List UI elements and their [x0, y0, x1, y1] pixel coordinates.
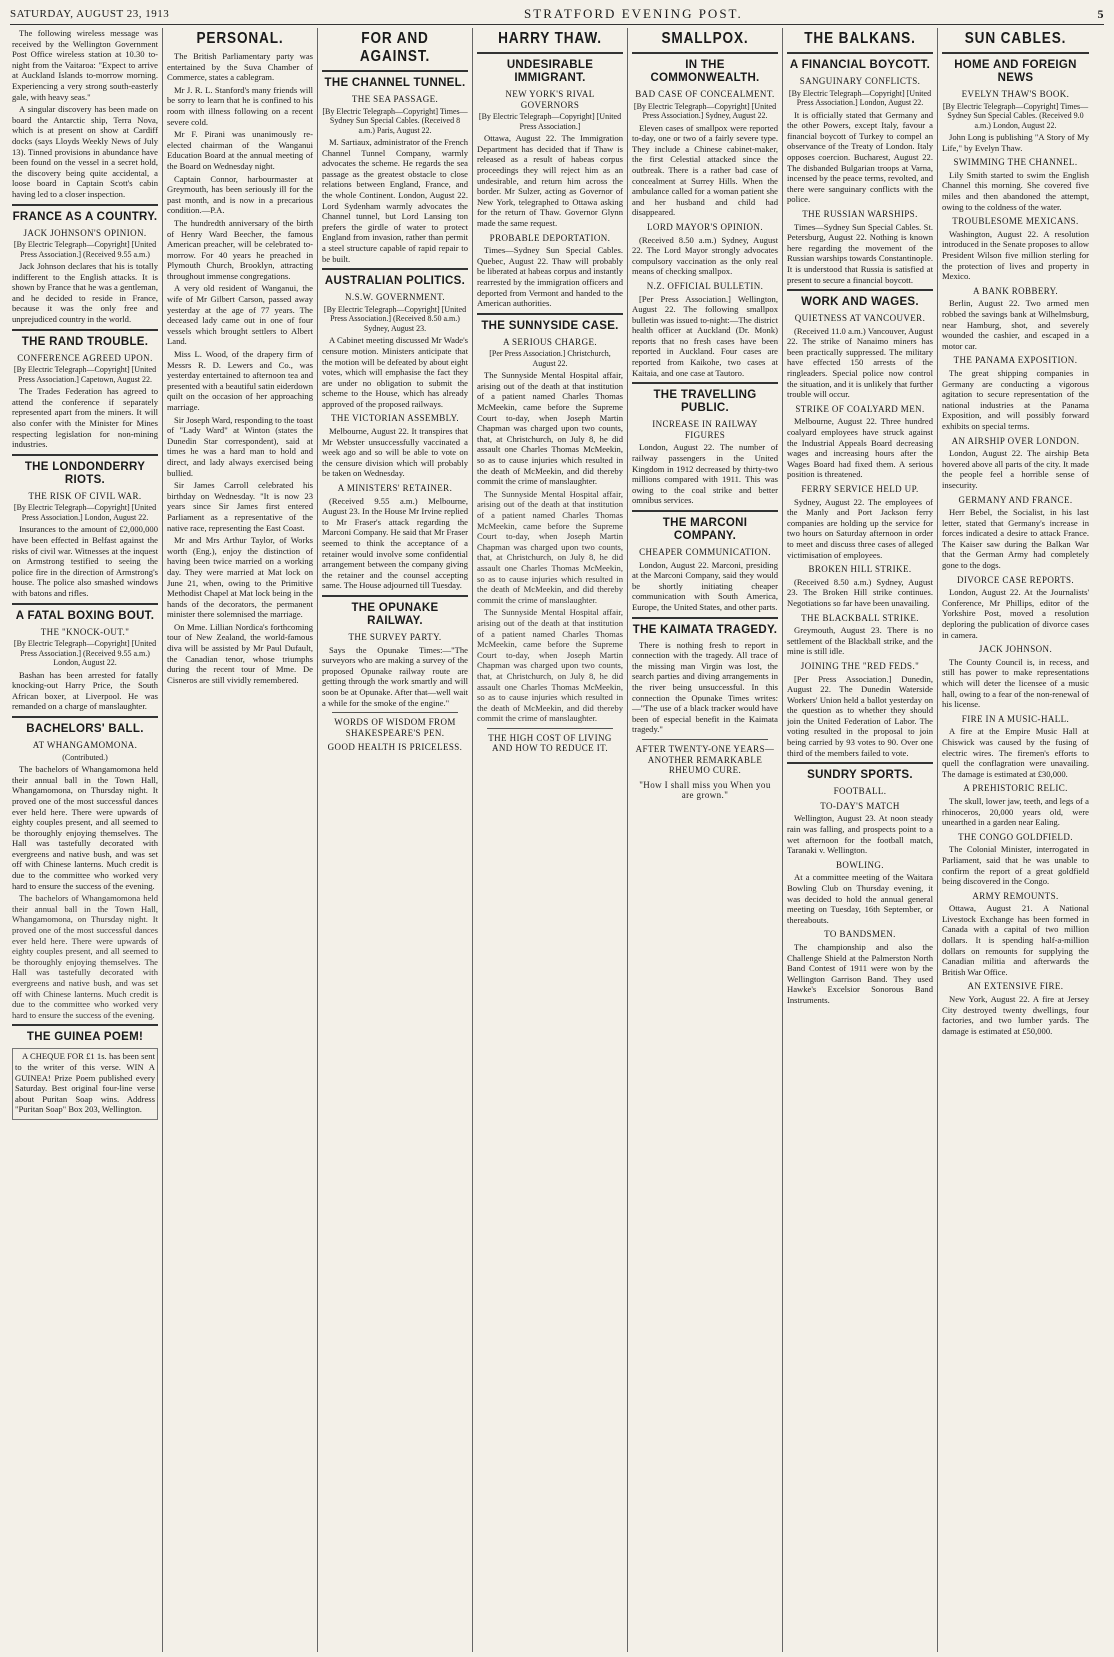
subhead-france: JACK JOHNSON'S OPINION.: [23, 227, 147, 238]
article-bowling: At a committee meeting of the Waitara Bowling Club on Thursday evening, it was decided to hold the annual general meeting on Tuesday, 16th September, or thereabouts.: [787, 872, 933, 925]
headline-harry-thaw: HARRY THAW.: [498, 30, 602, 47]
subhead-cheaper: CHEAPER COMMUNICATION.: [639, 547, 771, 557]
headline-opunake: THE OPUNAKE RAILWAY.: [351, 601, 439, 627]
article-deportation: Times—Sydney Sun Special Cables. Quebec, August 22. Thaw will probably be liberated at habeas corpus and instantly rearrested by the immigration officers and deported from Vermont and handed to the American authorities.: [477, 245, 623, 309]
article-fire: New York, August 22. A fire at Jersey City destroyed twenty dwellings, four factories, and two lumber yards. The damage is estimated at £50,000.: [942, 994, 1089, 1036]
personal-item: Sir Joseph Ward, responding to the toast of "Lady Ward" at Winton (states the Dunedin Star correspondent), said at times he was a hard man to hold and direct, and lady always exercised being bullied.: [167, 414, 313, 478]
subhead-words-of-wisdom: WORDS OF WISDOM FROM SHAKESPEARE'S PEN.: [334, 717, 456, 738]
article-boxing: Bashan has been arrested for fatally knocking-out Harry Price, the South African boxer, at Liverpool. He was remanded on a charge of manslaughter.: [12, 669, 158, 712]
subhead-football: FOOTBALL.: [833, 786, 887, 797]
subhead-blackball: THE BLACKBALL STRIKE.: [801, 612, 919, 623]
divider: [12, 204, 158, 206]
subhead-broken-hill: BROKEN HILL STRIKE.: [808, 564, 912, 575]
headline-travelling: THE TRAVELLING PUBLIC.: [653, 389, 757, 415]
headline-australian-politics: AUSTRALIAN POLITICS.: [324, 275, 466, 288]
subhead-red-feds: JOINING THE "RED FEDS.": [800, 660, 920, 671]
article-warships: Times—Sydney Sun Special Cables. St. Petersburg, August 22. Nothing is known here regarding the movement of the Russian warships towards Constantinople. It is understood that Russia is satisfied at present to secure a financial boycott.: [787, 221, 933, 285]
article-sunnyside: The Sunnyside Mental Hospital affair, arising out of the death at that institution of a patient named Charles Thomas McMeekin, came before the Supreme Court to-day, when Joseph Martin Chapman was charged upon two counts, that, at Christchurch, on July 8, he did assault one Charles Thomas McMeekin, so as to cause injuries which resulted in the death of McMeekin, and did thereby commit the crime of manslaughter.: [477, 488, 623, 605]
headline-sunnyside: THE SUNNYSIDE CASE.: [481, 319, 619, 332]
article-broken-hill: (Received 8.50 a.m.) Sydney, August 23. The Broken Hill strike continues. Negotiations so far have been unavailing.: [787, 576, 933, 608]
personal-item: On Mme. Lillian Nordica's forthcoming tour of New Zealand, the world-famous diva will be assisted by Mr Paul Dufault, the Canadian tenor, whose triumphs during the recent tour of Mme. De Cisneros are still vividly remembered.: [167, 621, 313, 685]
article-ball: The bachelors of Whangamomona held their annual ball in the Town Hall, Whangamomona, on Thursday night. It proved one of the most successful dances ever held here. There were upwards of eighty couples present, and all seemed to be thoroughly enjoying themselves. The Hall was tastefully decorated with evergreens and native bush, and was set off with Chinese lanterns. Much credit is due to the committee who worked very hard to ensure the success of the evening.: [12, 893, 158, 1020]
divider: [787, 762, 933, 764]
credit-rand: [By Electric Telegraph—Copyright] [United Press Association.] Capetown, August 22.: [13, 365, 157, 384]
subhead-railway: INCREASE IN RAILWAY FIGURES: [652, 419, 758, 440]
credit-smallpox: [By Electric Telegraph—Copyright] [United Press Association.] Sydney, August 22.: [633, 101, 777, 121]
headline-france: FRANCE AS A COUNTRY.: [12, 210, 158, 223]
article-nsw: A Cabinet meeting discussed Mr Wade's censure motion. Ministers anticipate that the motion will be defeated by about eight votes, which will emphasise the fact they are under no obligation to submit the scheme to the House, which has already approved of the proposed railways.: [322, 335, 468, 409]
subhead-lord-mayor: LORD MAYOR'S OPINION.: [647, 221, 763, 232]
divider: [12, 716, 158, 718]
subhead-sea-passage: THE SEA PASSAGE.: [351, 94, 439, 104]
quote-grown: "How I shall miss you When you are grown.": [639, 779, 771, 801]
subhead-cost-of-living: THE HIGH COST OF LIVING AND HOW TO REDUCE IT.: [488, 732, 612, 754]
headline-sports: SUNDRY SPORTS.: [807, 769, 913, 782]
subhead-nz-bulletin: N.Z. OFFICIAL BULLETIN.: [646, 280, 764, 291]
subhead-sanguinary: SANGUINARY CONFLICTS.: [799, 76, 921, 86]
article-evelyn: John Long is publishing "A Story of My Life," by Evelyn Thaw.: [942, 132, 1089, 153]
column-5: [628, 28, 783, 1652]
subhead-victorian: THE VICTORIAN ASSEMBLY.: [330, 413, 460, 424]
subhead-coalyard: STRIKE OF COALYARD MEN.: [795, 403, 925, 414]
article-nz-bulletin: [Per Press Association.] Wellington, August 22. The following smallpox bulletin was issued to-night:—The district health officer at Auckland (Dr. Monk) reports that no fresh cases have been reported in Auckland. Four cases are reported from Kaikohe, two cases at Kaitaia, and one case at Tautoro.: [632, 293, 778, 378]
subhead-bandsmen: TO BANDSMEN.: [824, 929, 896, 940]
column-6: [783, 28, 938, 1652]
headline-kaimata: THE KAIMATA TRAGEDY.: [632, 623, 778, 636]
article-vancouver: (Received 11.0 a.m.) Vancouver, August 22. The strike of Nanaimo miners has been practically suppressed. The military have effected 150 arrests of the ringleaders. Special police now control the situation, and it is unlikely that further trouble will occur.: [787, 325, 933, 400]
personal-item: Mr J. R. L. Stanford's many friends will be sorry to learn that he is confined to his room with illness following on a recent severe cold.: [167, 84, 313, 127]
article-jack-johnson: The County Council is, in recess, and still has power to make representations which will deter the licensee of a music hall, owing to a fear of the non-renewal of his license.: [942, 656, 1089, 710]
headline-ball: BACHELORS' BALL.: [26, 723, 144, 736]
subhead-panama: THE PANAMA EXPOSITION.: [953, 355, 1078, 366]
personal-item: Miss L. Wood, of the drapery firm of Messrs R. D. Lewers and Co., was yesterday entertained to afternoon tea and presented with a beautiful satin eiderdown quilt on the occasion of her approaching marriage.: [167, 349, 313, 412]
credit-sunnyside: [Per Press Association.] Christchurch, August 22.: [489, 349, 611, 368]
headline-rand: THE RAND TROUBLE.: [21, 335, 149, 348]
article-football: Wellington, August 23. At noon steady rain was falling, and prospects point to a wet afternoon for the football match, Taranaki v. Wellington.: [787, 813, 933, 856]
headline-boxing: A FATAL BOXING BOUT.: [15, 609, 155, 622]
subhead-airship: AN AIRSHIP OVER LONDON.: [951, 435, 1080, 446]
paper-title: STRATFORD EVENING POST.: [524, 6, 743, 21]
article-discovery: A singular discovery has been made on board the Antarctic ship, Terra Nova, which is at present on show at Cardiff docks (says Lloyds Weekly News of July 13). Tinned provisions in abundance have been found on the vessel in a secret hold, the discovery being quite accidental, a loose board in Captain Scott's cabin having led to a closer inspection.: [12, 104, 158, 199]
article-blackball: Greymouth, August 23. There is no settlement of the Blackball strike, and the mine is still idle.: [787, 625, 933, 657]
article-panama: The great shipping companies in Germany are conducting a vigorous agitation to secure representation of the national industries at the Panama Exposition, and will possibly forward exhibits on special terms.: [942, 367, 1089, 431]
divider: [787, 52, 933, 54]
column-1: [8, 28, 163, 1652]
subhead-commonwealth: IN THE COMMONWEALTH.: [650, 59, 760, 84]
article-sunnyside: The Sunnyside Mental Hospital affair, arising out of the death at that institution of a patient named Charles Thomas McMeekin, came before the Supreme Court to-day, when Joseph Martin Chapman was charged upon two counts, that, at Christchurch, on July 8, he did assault one Charles Thomas McMeekin, so as to cause injuries which resulted in the death of McMeekin, and did thereby commit the crime of manslaughter.: [477, 607, 623, 724]
subhead-londonderry: THE RISK OF CIVIL WAR.: [28, 490, 142, 501]
headline-smallpox: SMALLPOX.: [661, 30, 749, 47]
article-tunnel: M. Sartiaux, administrator of the French Channel Tunnel Company, warmly advocates the scheme. He regards the sea passage as the greatest obstacle to close relations between England, France, and the whole Continent. London, August 22. Lord Sydenham warmly advocates the Channel tunnel, but Lord Lansing ton prefers the girdle of water to protect England from invasion, rather than permit a steel structure capable of rapid repair to be built.: [322, 137, 468, 264]
subhead-swimming: SWIMMING THE CHANNEL.: [953, 157, 1078, 168]
article-londonderry: Insurances to the amount of £2,000,000 have been effected in Belfast against the risks of civil war. Witnesses at the inquest on Armstrong testified to seeing the police fire in the direction of Armstrong's house. The police also smashed windows with batons and rifles.: [12, 524, 158, 598]
article-airship: London, August 22. The airship Beta hovered above all parts of the city. It made the people feel a horrible sense of insecurity.: [942, 448, 1089, 490]
issue-date: SATURDAY, AUGUST 23, 1913: [10, 8, 170, 20]
advertisement-guinea: [12, 1048, 158, 1120]
subhead-boxing: THE "KNOCK-OUT.": [40, 626, 130, 637]
article-coalyard: Melbourne, August 22. Three hundred coalyard employees have struck against the Industrial Appeals Board decreasing wages and increasing hours after the Wages Board had fixed them. A serious position is threatened.: [787, 416, 933, 480]
headline-boycott: A FINANCIAL BOYCOTT.: [789, 59, 931, 71]
subhead-warships: THE RUSSIAN WARSHIPS.: [802, 208, 918, 219]
subhead-mexicans: TROUBLESOME MEXICANS.: [952, 216, 1079, 227]
subhead-congo: THE CONGO GOLDFIELD.: [958, 831, 1073, 842]
article-boycott: It is officially stated that Germany and the other Powers, except Italy, favour a financial boycott of Turkey to compel an observance of the Treaty of London. Italy opposes coercion. Bucharest, August 22. The disbanded Bulgarian troops at Varna, incensed by the peace terms, revolted, and there were sanguinary conflicts with the police.: [787, 109, 933, 205]
subhead-retainer: A MINISTERS' RETAINER.: [337, 483, 453, 494]
credit-france: [By Electric Telegraph—Copyright] [United Press Association.] (Received 9.55 a.m.): [13, 240, 157, 259]
column-7: [938, 28, 1093, 1652]
article-ball: The bachelors of Whangamomona held their annual ball in the Town Hall, Whangamomona, on Thursday night. It proved one of the most successful dances ever held here. There were upwards of eighty couples present, and all seemed to be thoroughly enjoying themselves. The Hall was tastefully decorated with evergreens and native bush, and was set off with Chinese lanterns. Much credit is due to the committee who worked very hard to ensure the success of the evening.: [12, 764, 158, 891]
divider: [477, 313, 623, 315]
subhead-serious-charge: A SERIOUS CHARGE.: [502, 336, 598, 347]
column-4: [473, 28, 628, 1652]
subhead-evelyn: EVELYN THAW'S BOOK.: [961, 89, 1070, 99]
article-bank: Berlin, August 22. Two armed men robbed the savings bank at Wilhelmsburg, near Hamburg, shot, and severely wounded the cashier, and escaped in a motor car.: [942, 298, 1089, 351]
credit-boycott: [By Electric Telegraph—Copyright] [United Press Association.] London, August 22.: [788, 88, 932, 108]
personal-item: Sir James Carroll celebrated his birthday on Wednesday. "It is now 23 years since Sir James first entered Parliament as a representative of the native race, representing the East Coast.: [167, 480, 313, 533]
divider: [632, 382, 778, 384]
headline-guinea: THE GUINEA POEM!: [26, 1031, 144, 1044]
subhead-divorce: DIVORCE CASE REPORTS.: [956, 574, 1075, 585]
article-lord-mayor: (Received 8.50 a.m.) Sydney, August 22. The Lord Mayor strongly advocates compulsory vaccination as the only real means of checking smallpox.: [632, 234, 778, 277]
article-divorce: London, August 22. At the Journalists' Conference, Mr Phillips, editor of the Yorkshire Post, moved a resolution deploring the publication of divorce cases in camera.: [942, 587, 1089, 640]
divider: [487, 728, 613, 729]
divider: [787, 289, 933, 291]
article-ferry: Sydney, August 22. The employees of the Manly and Port Jackson ferry companies are holding up the service for two hours on Saturday afternoon in order to meet and discuss three cases of alleged victimisation of employees.: [787, 496, 933, 560]
subhead-undesirable: UNDESIRABLE IMMIGRANT.: [506, 59, 594, 84]
divider: [942, 52, 1089, 54]
article-mexicans: Washington, August 22. A resolution introduced in the Senate proposes to allow President Wilson five million sterling for the protection of lives and property in Mexico.: [942, 228, 1089, 282]
article-railway: London, August 22. The number of railway passengers in the United Kingdom in 1912 decreased by thirty-two millions compared with 1911. This was owing to the coal strike and better omnibus services.: [632, 442, 778, 506]
columns: [8, 28, 1106, 1652]
article-rand: The Trades Federation has agreed to attend the conference if separately represented apart from the miners. It will also confer with the Minister for Mines respecting legislation for non-mining industries.: [12, 386, 158, 450]
headline-for-and-against: FOR AND AGAINST.: [359, 30, 431, 65]
article-red-feds: [Per Press Association.] Dunedin, August 22. The Dunedin Waterside Workers' Union held a ballot yesterday on the question as to whether they should join the United Federation of Labor. The voting resulted in the proposal to join being carried by 93 votes to 90. Over one third of the members failed to vote.: [787, 673, 933, 758]
personal-item: Captain Connor, harbourmaster at Greymouth, has been seriously ill for the past month, and is now in a precarious condition.—P.A.: [167, 173, 313, 216]
article-relic: The skull, lower jaw, teeth, and legs of a rhinoceros, 20,000 years old, were unearthed in a garden near Ealing.: [942, 795, 1089, 828]
divider: [322, 595, 468, 597]
subhead-music-hall: FIRE IN A MUSIC-HALL.: [961, 713, 1070, 724]
subhead-jack-johnson: JACK JOHNSON.: [978, 644, 1053, 655]
credit-tunnel: [By Electric Telegraph—Copyright] Times—Sydney Sun Special Cables. (Received 8 a.m.) Paris, August 22.: [322, 106, 468, 135]
article-marconi: London, August 22. Marconi, presiding at the Marconi Company, said they would be shortly initiating cheaper communication with South America, Europe, the United States, and other parts.: [632, 559, 778, 612]
subhead-relic: A PREHISTORIC RELIC.: [963, 783, 1068, 794]
article-smallpox: Eleven cases of smallpox were reported to-day, one or two of a fairly severe type. They include a Chinese cabinet-maker, the first Celestial attacked since the outbreak. There is a rather bad case of concealment at Surrey Hills. When the ambulance called for a woman patient she and her husband and child had disappeared.: [632, 122, 778, 218]
article-swimming: Lily Smith started to swim the English Channel this morning. She covered five miles and then abandoned the attempt, owing to the coldness of the water.: [942, 169, 1089, 212]
article-france: Jack Johnson declares that his is totally indifferent to the English attacks. It is shown by France that he was a gentleman, and he decided to reside in France, because it was the only free and unprejudiced country in the world.: [12, 261, 158, 325]
headline-sun-cables: SUN CABLES.: [964, 30, 1067, 47]
masthead: [10, 4, 1104, 25]
article-congo: The Colonial Minister, interrogated in Parliament, said that he was unable to confirm the report of a great goldfield being discovered in the Congo.: [942, 844, 1089, 887]
article-thaw: Ottawa, August 22. The Immigration Department has decided that if Thaw is released as a result of habeas corpus proceedings they will reject him as an undesirable, and return him across the border. Mr Sulzer, acting as Governor of New York, telegraphed to Ottawa asking for the return of Thaw. Governor Glynn made the same request.: [477, 133, 623, 228]
article-bandsmen: The championship and also the Challenge Shield at the Palmerston North Band Contest of 1911 were won by the Wellington Garrison Band. They used Hawke's Excelsior Sonorous Band Instruments.: [787, 941, 933, 1005]
subhead-good-health: GOOD HEALTH IS PRICELESS.: [327, 742, 463, 753]
subhead-bowling: BOWLING.: [836, 859, 884, 870]
column-3: [318, 28, 473, 1652]
personal-item: The hundredth anniversary of the birth of Henry Ward Beecher, the famous American preacher, will be celebrated to-morrow. For 40 years he preached in Plymouth Church, Brooklyn, attracting throughout immense congregations.: [167, 217, 313, 281]
subhead-deportation: PROBABLE DEPORTATION.: [489, 232, 611, 243]
subhead-nsw: N.S.W. GOVERNMENT.: [345, 292, 445, 303]
subhead-todays-match: TO-DAY'S MATCH: [820, 800, 900, 811]
article-opunake: Says the Opunake Times:—"The surveyors who are making a survey of the proposed Opunake railway route are getting through the work smartly and will soon be at Opunake. After that—well wait a while for the smoke of the engine.": [322, 644, 468, 708]
divider: [632, 510, 778, 512]
subhead-survey: THE SURVEY PARTY.: [348, 631, 442, 642]
headline-channel-tunnel: THE CHANNEL TUNNEL.: [324, 77, 466, 89]
headline-work-wages: WORK AND WAGES.: [801, 296, 919, 309]
headline-marconi: THE MARCONI COMPANY.: [662, 517, 748, 542]
subhead-remounts: ARMY REMOUNTS.: [972, 890, 1059, 901]
credit-londonderry: [By Electric Telegraph—Copyright] [United Press Association.] London, August 22.: [13, 503, 157, 522]
divider: [632, 617, 778, 619]
article-sunnyside: The Sunnyside Mental Hospital affair, arising out of the death at that institution of a patient named Charles Thomas McMeekin, came before the Supreme Court to-day, when Joseph Martin Chapman was charged upon two counts, that, at Christchurch, on July 8, he did assault one Charles Thomas McMeekin, so as to cause injuries which resulted in the death of McMeekin, and did thereby commit the crime of manslaughter.: [477, 370, 623, 487]
personal-item: A very old resident of Wanganui, the wife of Mr Gilbert Carson, passed away yesterday at the age of 77 years. The deceased lady came out in one of four vessels which brought settlers to Albert Land.: [167, 283, 313, 347]
subhead-germany-france: GERMANY AND FRANCE.: [958, 494, 1073, 505]
divider: [12, 329, 158, 331]
subhead-rheumo: AFTER TWENTY-ONE YEARS—ANOTHER REMARKABLE RHEUMO CURE.: [635, 743, 775, 776]
personal-item: Mr F. Pirani was unanimously re-elected chairman of the Wanganui Education Board at the annual meeting of the Board on Wednesday night.: [167, 129, 313, 171]
divider: [642, 739, 768, 740]
headline-londonderry: THE LONDONDERRY RIOTS.: [24, 460, 146, 486]
article-guinea: A CHEQUE FOR £1 1s. has been sent to the writer of this verse. WIN A GUINEA! Prize Poem published every Saturday. Best original four-line verse about Puritan Soap wins. Address "Puritan Soap" Box 203, Wellington.: [15, 1051, 155, 1115]
credit-evelyn: [By Electric Telegraph—Copyright] Times—Sydney Sun Special Cables. (Received 9.0 a.m.) London, August 22.: [942, 101, 1089, 130]
column-2: [163, 28, 318, 1652]
subhead-ferry: FERRY SERVICE HELD UP.: [801, 484, 919, 494]
personal-item: The British Parliamentary party was entertained by the Suva Chamber of Commerce, states a cablegram.: [167, 51, 313, 83]
subhead-rand: CONFERENCE AGREED UPON.: [17, 352, 153, 363]
headline-personal: PERSONAL.: [196, 30, 284, 47]
personal-item: Mr and Mrs Arthur Taylor, of Works worth (Eng.), enjoy the distinction of having been twice married on a working day. They were married at Mat lock on June 21, when, owing to the Primitive Methodist Chapel at Mat lock being in the hands of the decorators, the permanent minister there solemnised the marriage.: [167, 535, 313, 620]
divider: [12, 454, 158, 456]
subhead-concealment: BAD CASE OF CONCEALMENT.: [635, 89, 775, 99]
article-music-hall: A fire at the Empire Music Hall at Chiswick was caused by the fusing of electric wires. The firemen's efforts to quell the conflagration were unavailing. The damage is estimated at £30,000.: [942, 726, 1089, 779]
article-germany-france: Herr Bebel, the Socialist, in his last letter, stated that Germany's increase in forces indicated a desire to attack France. The Kaiser saw during the Balkan War that the German Army had completely gone to the dogs.: [942, 507, 1089, 571]
divider: [477, 52, 623, 54]
divider: [632, 52, 778, 54]
article-victorian: Melbourne, August 22. It transpires that Mr Webster unsuccessfully vaccinated a week ago and so will be able to vote on the censure division which will probably be taken on Wednesday.: [322, 426, 468, 479]
article-retainer: (Received 9.55 a.m.) Melbourne, August 23. In the House Mr Irvine replied to Mr Fraser's attack regarding the Marconi Company. He said that Mr Fraser seemed to think the acceptance of a retainer would involve some confidential arrangement between the company giving the retainer and the counsel accepting same. The House adjourned till Tuesday.: [322, 495, 468, 591]
divider: [12, 1024, 158, 1026]
credit-thaw: [By Electric Telegraph—Copyright] [United Press Association.]: [478, 112, 622, 131]
article-remounts: Ottawa, August 21. A National Livestock Exchange has been formed in Canada with a capital of two million dollars. It is spending half-a-million dollars on remounts for supplying the Canadian militia and afterwards the British War Office.: [942, 903, 1089, 977]
credit-nsw: [By Electric Telegraph—Copyright] [United Press Association.] (Received 8.50 a.m.) Sydney, August 23.: [323, 304, 467, 333]
article-kaimata: There is nothing fresh to report in connection with the tragedy. All trace of the missing man Virgin was lost, the search parties and diving arrangements in the river being unsuccessful. In this connection the Opunake Times writes:—"The use of a black tracker would have been of especial benefit in the Kaimata tragedy.": [632, 639, 778, 735]
article-wireless: The following wireless message was received by the Wellington Government Post Office wireless station at 10.30 to-night from the Vaitaroa: "Expect to arrive at Auckland Islands to-morrow morning. Experiencing a very strong south-easterly gale, with heavy seas.": [12, 28, 158, 102]
subhead-ball: AT WHANGAMOMONA.: [32, 740, 138, 751]
credit-ball: (Contributed.): [62, 752, 108, 762]
divider: [332, 712, 458, 713]
divider: [322, 268, 468, 270]
headline-balkans: THE BALKANS.: [804, 30, 916, 47]
page-number: 5: [1097, 6, 1104, 21]
divider: [322, 70, 468, 72]
subhead-vancouver: QUIETNESS AT VANCOUVER.: [794, 313, 926, 324]
subhead-rival-governors: NEW YORK'S RIVAL GOVERNORS: [505, 89, 595, 110]
credit-boxing: [By Electric Telegraph—Copyright] [United Press Association.] (Received 9.55 a.m.) London, August 22.: [13, 639, 157, 668]
divider: [12, 603, 158, 605]
subhead-home-foreign: HOME AND FOREIGN NEWS: [954, 59, 1077, 84]
subhead-fire: AN EXTENSIVE FIRE.: [967, 981, 1064, 992]
subhead-bank: A BANK ROBBERY.: [972, 285, 1059, 296]
